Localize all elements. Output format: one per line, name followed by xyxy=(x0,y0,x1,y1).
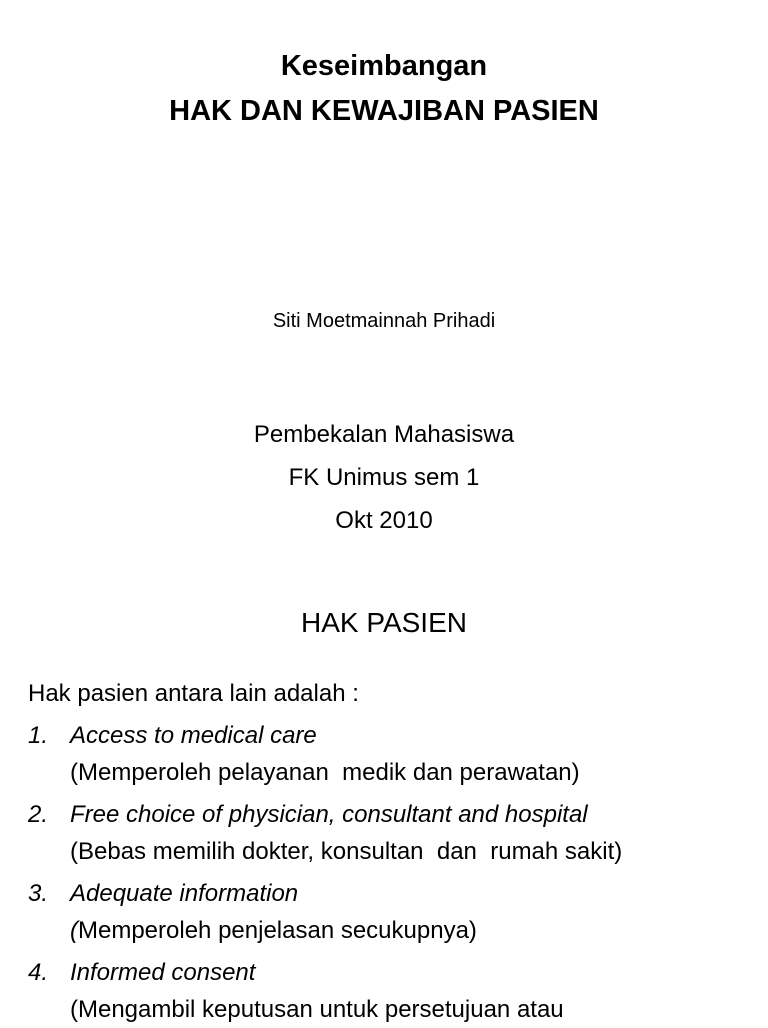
list-item-title: Access to medical care xyxy=(70,722,317,749)
event-line-2: FK Unimus sem 1 xyxy=(288,464,480,491)
list-item-title: Informed consent xyxy=(70,959,256,986)
author-name: Siti Moetmainnah Prihadi xyxy=(272,310,496,332)
list-item-number: 1. xyxy=(28,722,49,749)
slide-title-line-1: Keseimbangan xyxy=(280,50,488,82)
list-item-title: Adequate information xyxy=(70,880,299,907)
list-item-description: (Mengambil keputusan untuk persetujuan atau xyxy=(70,996,564,1023)
list-intro: Hak pasien antara lain adalah : xyxy=(28,680,359,707)
section-heading: HAK PASIEN xyxy=(301,607,467,638)
list-item-title: Free choice of physician, consultant and hospital xyxy=(70,801,588,828)
event-line-3: Okt 2010 xyxy=(335,507,433,534)
list-item-number: 3. xyxy=(28,880,49,907)
slide-title-line-2: HAK DAN KEWAJIBAN PASIEN xyxy=(169,95,599,127)
list-item-number: 2. xyxy=(28,801,49,828)
list-item-description: (Memperoleh pelayanan medik dan perawatan) xyxy=(70,759,580,786)
list-item-description: (Bebas memilih dokter, konsultan dan rumah sakit) xyxy=(70,838,623,865)
opening-parenthesis: ( xyxy=(70,917,78,944)
event-line-1: Pembekalan Mahasiswa xyxy=(253,421,515,448)
list-item-description xyxy=(70,913,477,949)
description-text: Memperoleh penjelasan secukupnya) xyxy=(78,917,477,944)
list-item-number: 4. xyxy=(28,959,49,986)
